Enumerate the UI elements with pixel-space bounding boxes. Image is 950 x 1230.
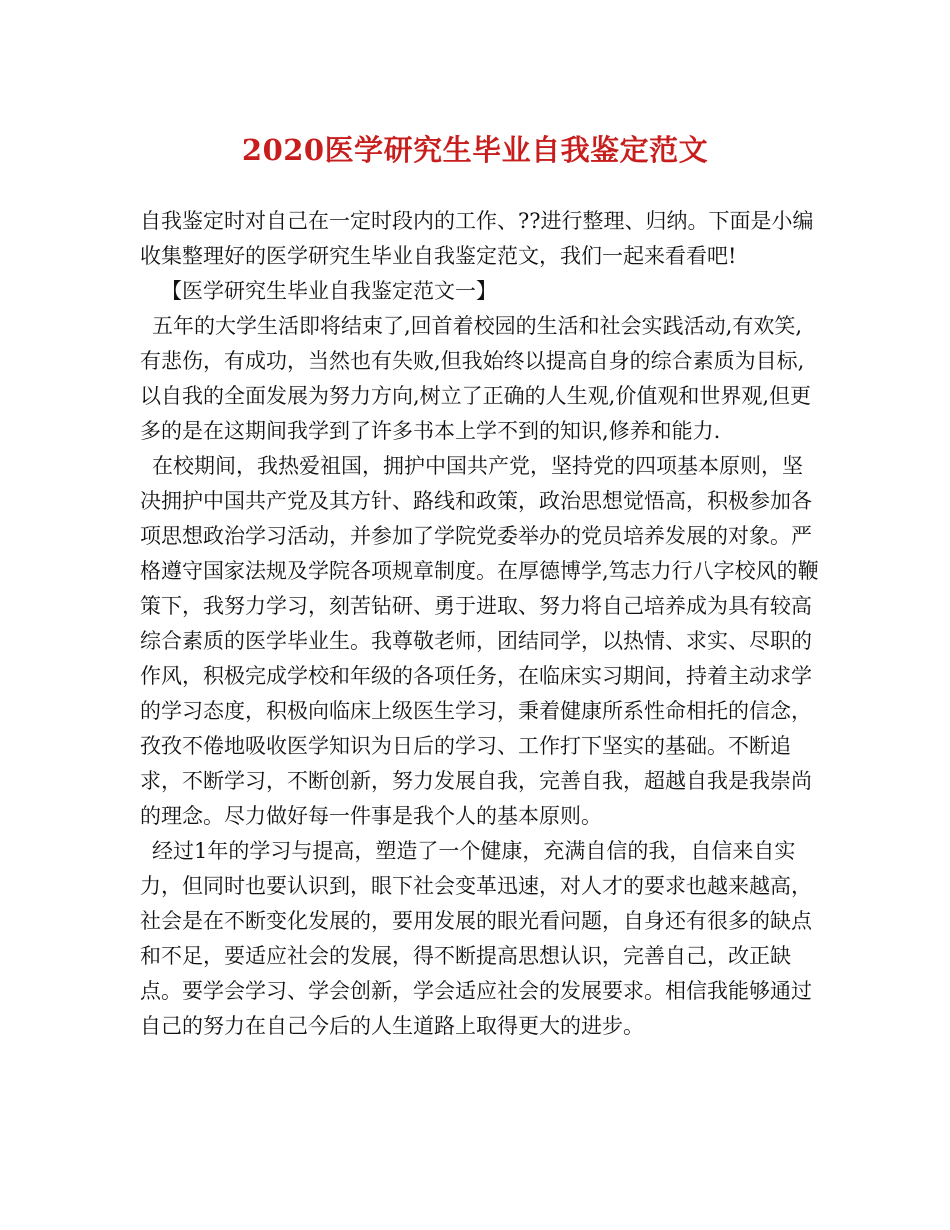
body-paragraph-3: 经过1年的学习与提高，塑造了一个健康，充满自信的我，自信来自实力，但同时也要认识到，眼下社会变革迅速，对人才的要求也越来越高，社会是在不断变化发展的，要用发展的眼光看问题，自身还有很多的缺点和不足，要适应社会的发展，得不断提高思想认识，完善自己，改正缺点。要学会学习、学会创新，学会适应社会的发展要求。相信我能够通过自己的努力在自己今后的人生道路上取得更大的进步。 xyxy=(140,839,812,1038)
body-paragraph-1: 五年的大学生活即将结束了,回首着校园的生活和社会实践活动,有欢笑,有悲伤，有成功，当然也有失败,但我始终以提高自身的综合素质为目标,以自我的全面发展为努力方向,树立了正确的人生观,价值观和世界观,但更多的是在这期间我学到了许多书本上学不到的知识,修养和能力. xyxy=(140,314,812,443)
intro-paragraph: 自我鉴定时对自己在一定时段内的工作、??进行整理、归纳。下面是小编收集整理好的医学研究生毕业自我鉴定范文，我们一起来看看吧! xyxy=(140,209,814,268)
document-body xyxy=(140,204,820,1044)
section-heading: 【医学研究生毕业自我鉴定范文一】 xyxy=(161,279,497,303)
document-title: 2020医学研究生毕业自我鉴定范文 xyxy=(241,133,709,167)
body-paragraph-2: 在校期间，我热爱祖国，拥护中国共产党，坚持党的四项基本原则，坚决拥护中国共产党及其方针、路线和政策，政治思想觉悟高，积极参加各项思想政治学习活动，并参加了学院党委举办的党员培养发展的对象。严格遵守国家法规及学院各项规章制度。在厚德博学,笃志力行八字校风的鞭策下，我努力学习，刻苦钻研、勇于进取、努力将自己培养成为具有较高综合素质的医学毕业生。我尊敬老师，团结同学，以热情、求实、尽职的作风，积极完成学校和年级的各项任务，在临床实习期间，持着主动求学的学习态度，积极向临床上级医生学习，秉着健康所系性命相托的信念，孜孜不倦地吸收医学知识为日后的学习、工作打下坚实的基础。不断追求，不断学习，不断创新，努力发展自我，完善自我，超越自我是我崇尚的理念。尽力做好每一件事是我个人的基本原则。 xyxy=(140,454,819,828)
